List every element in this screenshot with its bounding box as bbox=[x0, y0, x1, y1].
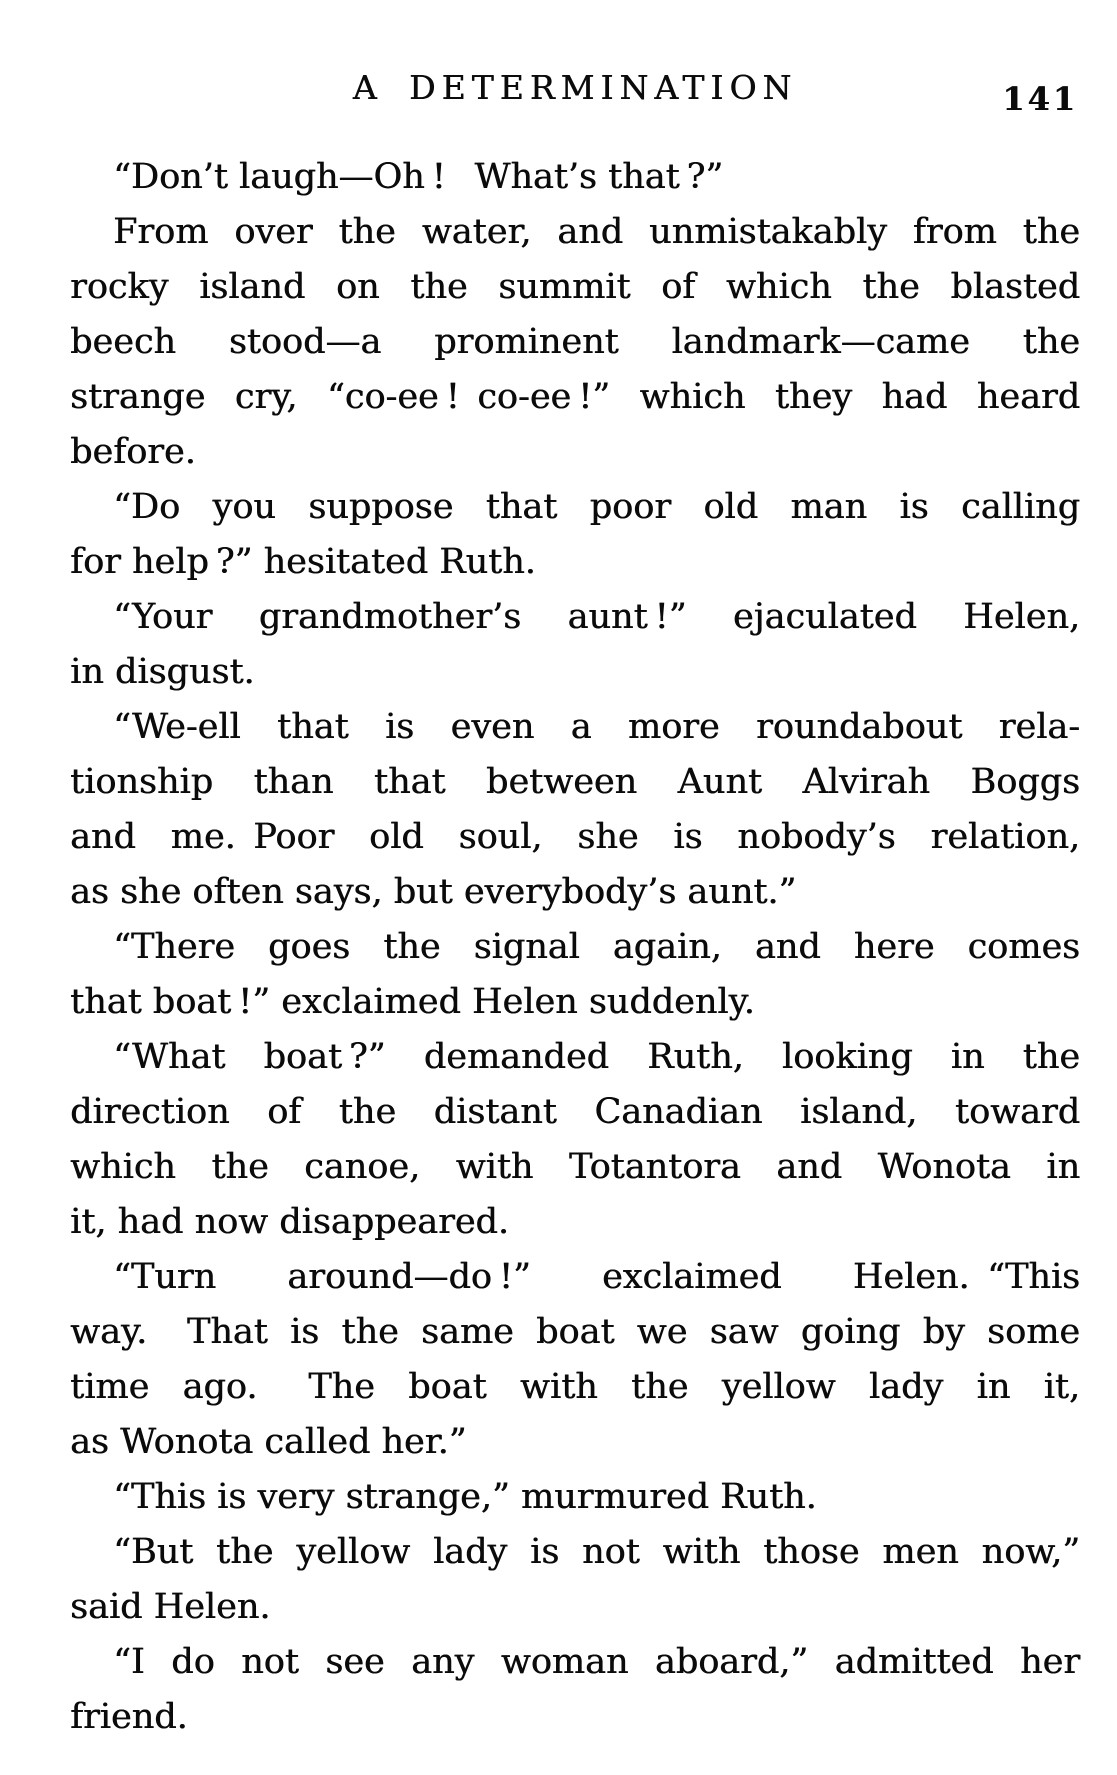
text-line: “What boat ?” demanded Ruth, looking in the bbox=[113, 1037, 1080, 1077]
text-line: tionship than that between Aunt Alvirah Boggs bbox=[70, 762, 1080, 802]
text-line: “This is very strange,” murmured Ruth. bbox=[113, 1477, 817, 1517]
text-line: beech stood—a prominent landmark—came the bbox=[70, 322, 1080, 362]
text-line: direction of the distant Canadian island, toward bbox=[70, 1092, 1080, 1132]
text-line: rocky island on the summit of which the blasted bbox=[70, 267, 1080, 307]
text-body bbox=[70, 150, 1080, 1745]
text-line: before. bbox=[70, 432, 196, 472]
text-line: way. That is the same boat we saw going by some bbox=[70, 1312, 1080, 1352]
text-line: it, had now disappeared. bbox=[70, 1202, 509, 1242]
page-header bbox=[70, 68, 1080, 130]
text-line: “There goes the signal again, and here comes bbox=[113, 927, 1080, 967]
text-line: which the canoe, with Totantora and Wonota in bbox=[70, 1147, 1080, 1187]
text-line: and me. Poor old soul, she is nobody’s relation, bbox=[70, 817, 1080, 857]
text-line: “But the yellow lady is not with those men now,” bbox=[113, 1532, 1080, 1572]
chapter-title: A DETERMINATION bbox=[352, 68, 798, 107]
text-line: “Your grandmother’s aunt !” ejaculated Helen, bbox=[113, 597, 1080, 637]
text-line: that boat !” exclaimed Helen suddenly. bbox=[70, 982, 755, 1022]
page-number: 141 bbox=[1002, 80, 1078, 118]
text-line: strange cry, “co-ee ! co-ee !” which they had heard bbox=[70, 377, 1080, 417]
text-line: “Turn around—do !” exclaimed Helen. “This bbox=[113, 1257, 1080, 1297]
text-line: for help ?” hesitated Ruth. bbox=[70, 542, 536, 582]
text-line: From over the water, and unmistakably from the bbox=[113, 212, 1080, 252]
text-line: “I do not see any woman aboard,” admitted her bbox=[113, 1642, 1080, 1682]
text-line: time ago. The boat with the yellow lady in it, bbox=[70, 1367, 1080, 1407]
text-line: said Helen. bbox=[70, 1587, 271, 1627]
text-line: “We-ell that is even a more roundabout rela- bbox=[113, 707, 1080, 747]
text-line: “Don’t laugh—Oh ! What’s that ?” bbox=[113, 157, 724, 197]
text-line: “Do you suppose that poor old man is calling bbox=[113, 487, 1080, 527]
text-line: in disgust. bbox=[70, 652, 255, 692]
text-line: as she often says, but everybody’s aunt.” bbox=[70, 872, 797, 912]
text-line: friend. bbox=[70, 1697, 188, 1737]
text-line: as Wonota called her.” bbox=[70, 1422, 467, 1462]
